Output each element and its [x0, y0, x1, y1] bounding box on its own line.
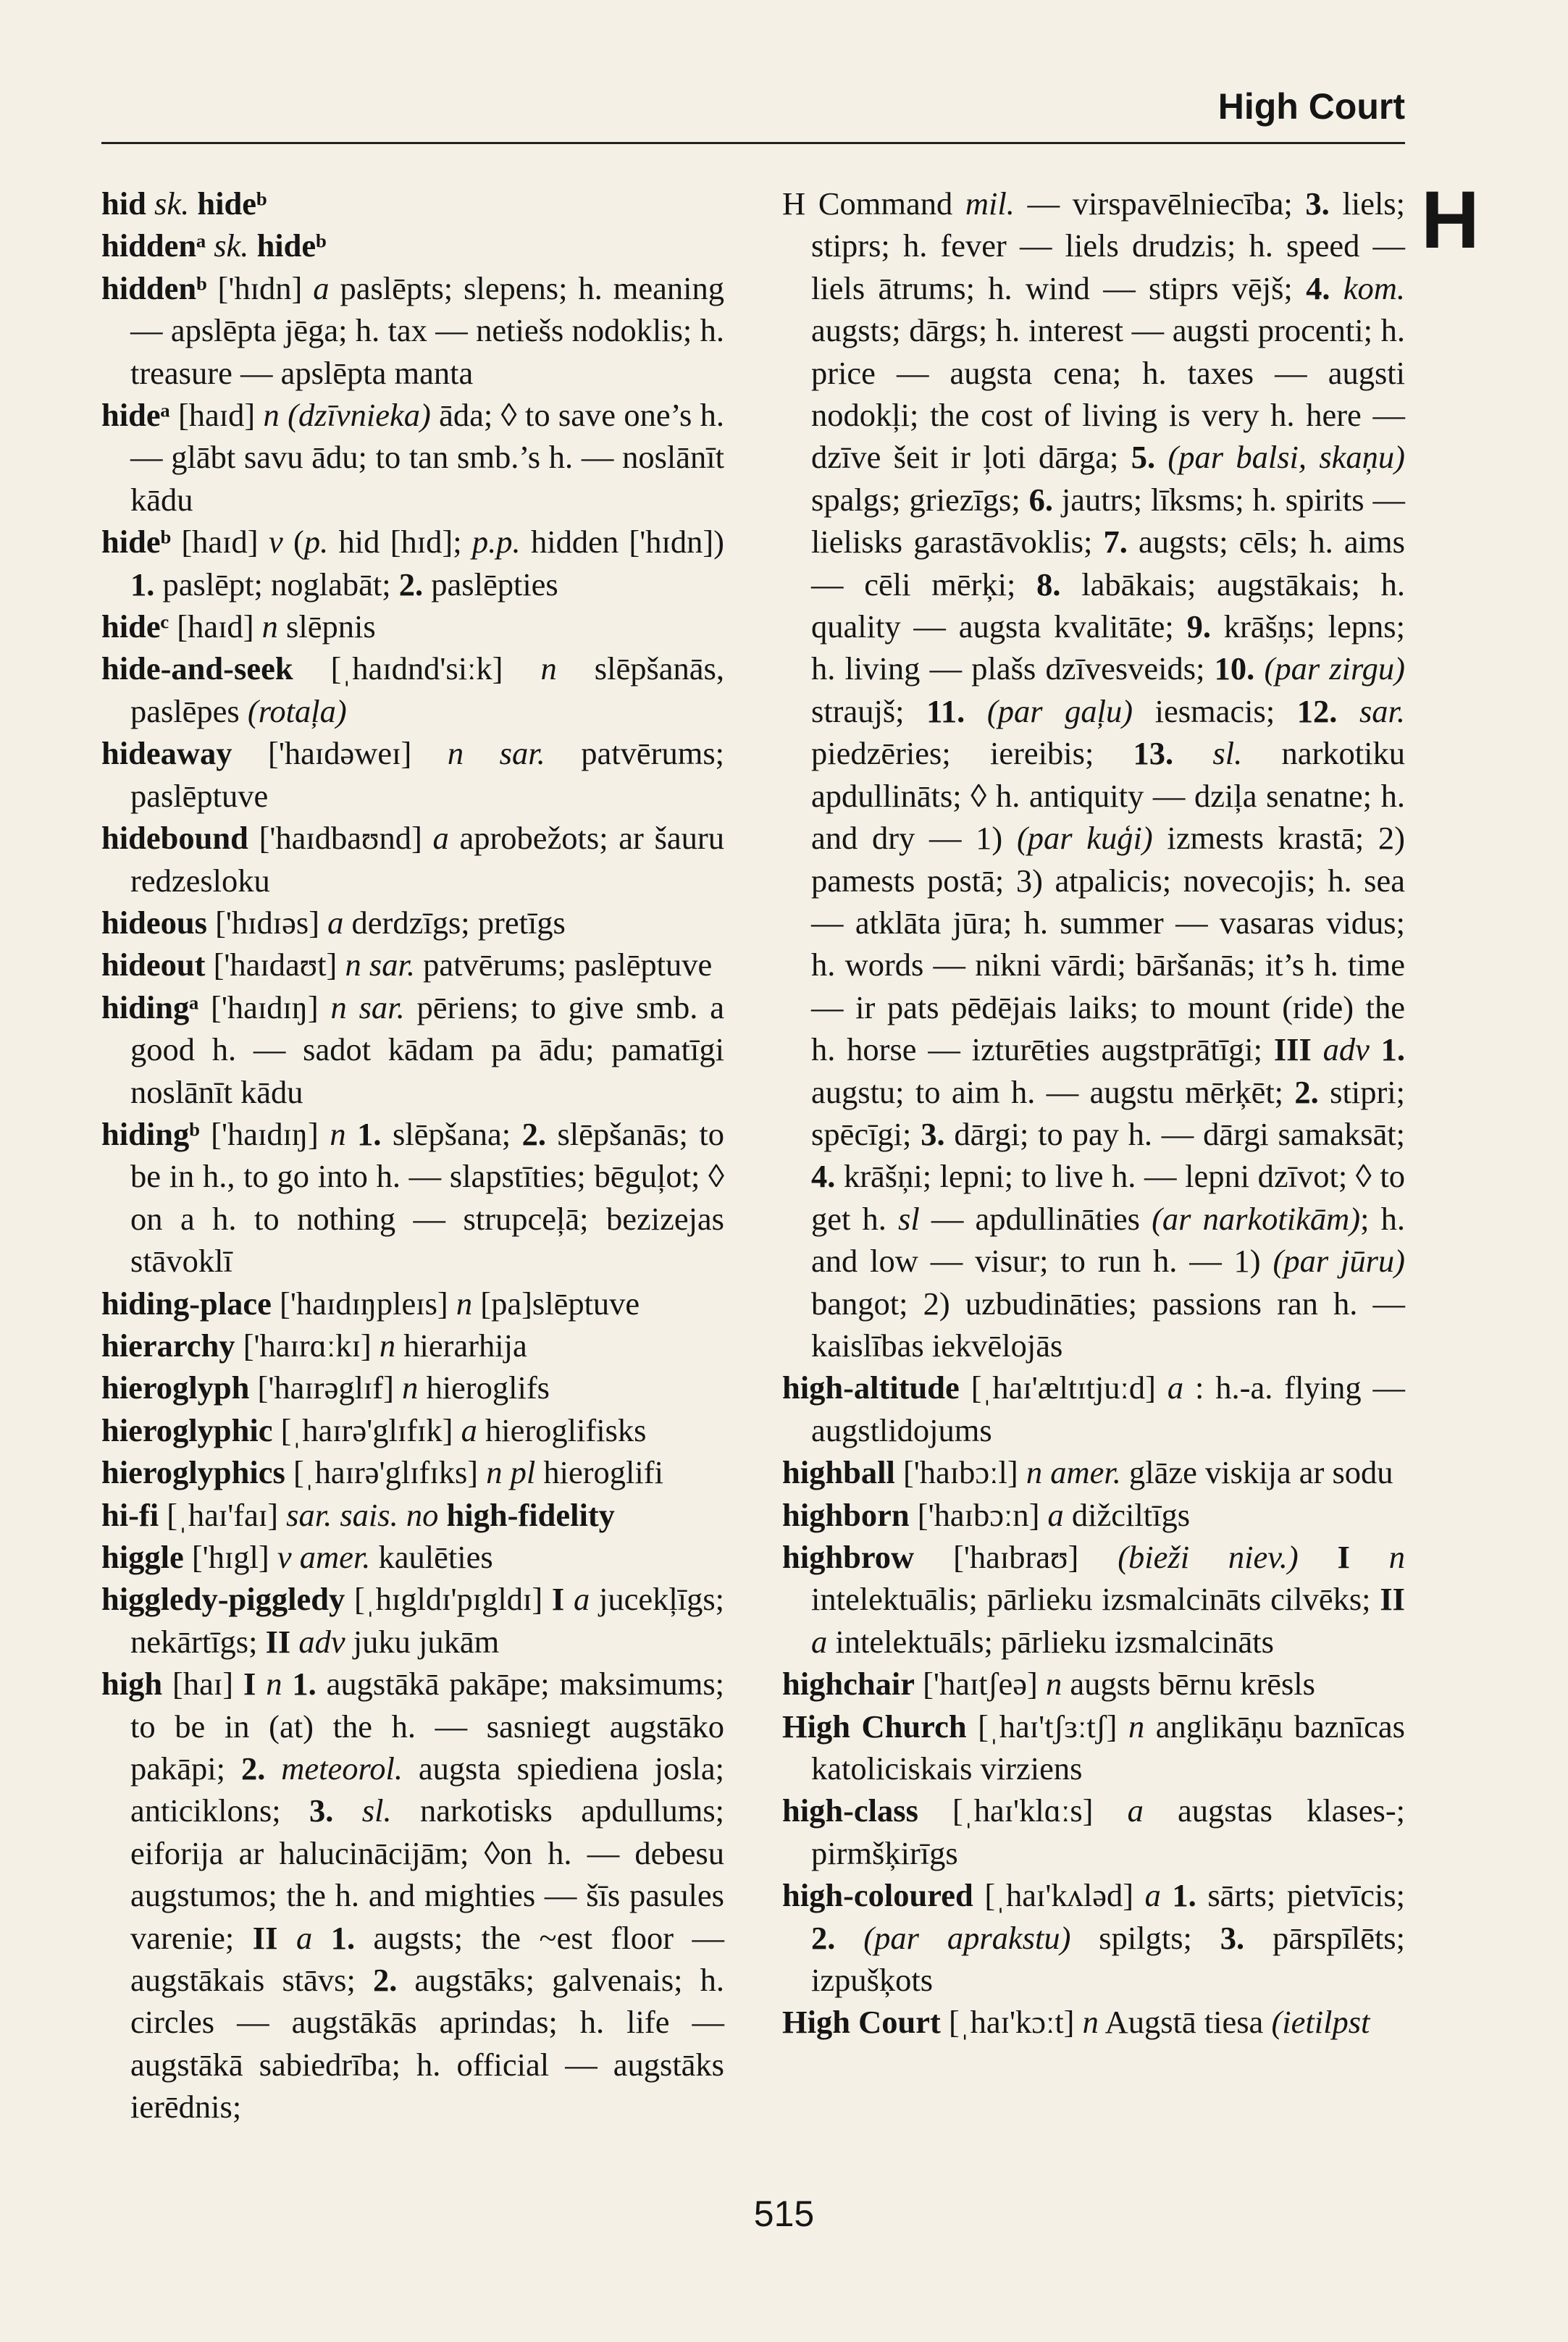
- entry-bold-text: 1.: [292, 1666, 316, 1703]
- entry-label: sar.: [1359, 692, 1406, 729]
- entry-headword: hideaway: [101, 735, 232, 772]
- entry-label: n: [379, 1327, 396, 1364]
- entry-text: [ˌhaɪ'tʃɜːtʃ]: [966, 1708, 1128, 1745]
- entry-label: adv: [1322, 1031, 1370, 1068]
- entry-headword: hieroglyphics: [101, 1454, 285, 1491]
- entry-text: narkotisks apdullums; eiforija ar halucinācijām; ◊on h. — debesu augstumos; the h. and mighties — šīs pasules varenie;: [130, 1792, 725, 1956]
- entry-label: n sar.: [330, 989, 405, 1025]
- entry-text: patvērums; paslēptuve: [414, 947, 713, 983]
- entry-headword: hideᵇ: [101, 524, 172, 561]
- dictionary-entry: [101, 902, 724, 944]
- entry-headword: highbrow: [782, 1539, 915, 1575]
- entry-label: p.p.: [471, 524, 521, 561]
- entry-text: [1312, 1031, 1323, 1067]
- dictionary-entry: [101, 732, 724, 817]
- entry-text: hieroglifi: [535, 1454, 663, 1491]
- entry-bold-text: 10.: [1214, 650, 1255, 687]
- entry-label: (rotaļa): [247, 692, 347, 729]
- entry-label: n: [1082, 2004, 1099, 2041]
- entry-label: n: [261, 608, 278, 645]
- entry-text: krāšņs; lepns; h. living — plašs dzīvesveids;: [811, 608, 1405, 687]
- entry-text: [ˌhɪgldɪ'pɪgldɪ]: [345, 1581, 552, 1618]
- entry-label: a: [432, 820, 449, 857]
- entry-text: augstākā pakāpe; maksimums; to be in (at) the h. — sasniegt augstāko pakāpi;: [130, 1666, 725, 1787]
- entry-label: meteorol.: [281, 1750, 403, 1787]
- entry-label: n (dzīvnieka): [263, 397, 431, 434]
- entry-text: dārgi; to pay h. — dārgi samaksāt;: [944, 1115, 1406, 1152]
- entry-bold-text: I: [1337, 1539, 1350, 1575]
- dictionary-entry: [782, 1494, 1405, 1536]
- dictionary-entry: [101, 1409, 724, 1451]
- entry-text: [1350, 1539, 1389, 1575]
- entry-text: ['haɪdɪŋpleɪs]: [271, 1285, 456, 1322]
- entry-text: Augstā tiesa: [1098, 2004, 1272, 2041]
- entry-text: pārspīlēts; izpušķots: [811, 1919, 1405, 1999]
- entry-bold-text: 6.: [1028, 481, 1054, 518]
- entry-bold-text: 3.: [921, 1115, 945, 1152]
- entry-headword: hiddenᵇ: [101, 269, 207, 306]
- entry-label: a: [313, 269, 330, 306]
- dictionary-entry: [101, 1325, 724, 1367]
- entry-text: ['haɪdɪŋ]: [198, 989, 331, 1025]
- entry-bold-text: II: [265, 1623, 291, 1660]
- running-head: High Court: [1217, 86, 1405, 127]
- entry-label: a: [1127, 1792, 1144, 1829]
- entry-text: hieroglifisks: [477, 1411, 647, 1448]
- entry-text: ['haɪdaʊt]: [205, 947, 345, 983]
- dictionary-entry: [101, 267, 724, 394]
- entry-text: ['haɪbɔːn]: [909, 1496, 1048, 1533]
- entry-text: hid [hɪd];: [328, 524, 472, 561]
- entry-bold-text: high-fidelity: [446, 1496, 615, 1533]
- entry-text: izmests krastā; 2) pamests postā; 3) atpalicis; novecojis; h. sea — atklāta jūra; h. summer — vasaras vidus; h. words — nikni vārdi; bāršanās; it’s h. time — ir pats pēdējais laiks; to mount (ride) the h. horse — izturēties augstprātīgi;: [811, 820, 1406, 1068]
- entry-bold-text: 5.: [1131, 439, 1156, 476]
- entry-text: kaulēties: [370, 1539, 493, 1575]
- entry-text: ['haɪbraʊ]: [914, 1539, 1118, 1575]
- entry-label: n: [1128, 1708, 1145, 1745]
- dictionary-entry: [782, 182, 1405, 1367]
- entry-label: n: [330, 1115, 346, 1152]
- dictionary-entry: [101, 394, 724, 521]
- entry-text: bangot; 2) uzbudināties; passions ran h. — kaislības iekvēlojās: [811, 1285, 1405, 1364]
- entry-text: [haɪd]: [169, 397, 264, 434]
- entry-headword: hide-and-seek: [101, 650, 293, 687]
- entry-label: a: [327, 904, 344, 941]
- entry-text: H Command: [782, 185, 965, 222]
- entry-text: [ˌhaɪ'kʌləd]: [973, 1877, 1145, 1914]
- header-rule: [101, 142, 1405, 144]
- dictionary-entry: [101, 182, 724, 224]
- entry-label: n pl: [486, 1454, 536, 1491]
- entry-headword: High Court: [782, 2004, 941, 2041]
- entry-bold-text: I: [243, 1666, 256, 1703]
- dictionary-entry: [101, 1494, 724, 1536]
- entry-text: piedzēries; iereibis;: [811, 735, 1133, 772]
- section-letter-tab: H: [1421, 175, 1480, 265]
- dictionary-entry: [101, 1367, 724, 1409]
- entry-label: sl.: [361, 1792, 392, 1829]
- entry-text: dižciltīgs: [1063, 1496, 1191, 1533]
- entry-text: [haɪd]: [171, 524, 269, 561]
- entry-label: n: [266, 1666, 282, 1703]
- entry-text: slēpšana;: [381, 1115, 522, 1152]
- entry-text: [1155, 439, 1167, 475]
- entry-label: v: [268, 524, 283, 561]
- entry-bold-text: 1.: [357, 1115, 382, 1152]
- dictionary-entry: [782, 1705, 1405, 1790]
- entry-text: juku jukām: [345, 1623, 500, 1660]
- entry-text: ['hɪgl]: [183, 1539, 277, 1575]
- entry-text: hierarhija: [395, 1327, 527, 1364]
- dictionary-entry: [101, 605, 724, 647]
- entry-text: straujš;: [811, 692, 927, 729]
- entry-text: [438, 1497, 446, 1533]
- entry-text: [346, 1116, 358, 1152]
- entry-text: intelektuālis; pārlieku izsmalcināts cilvēks;: [811, 1581, 1380, 1618]
- entry-text: (: [282, 524, 304, 561]
- entry-text: ; h. and low — visur; to run h. — 1): [811, 1200, 1406, 1280]
- entry-bold-text: 13.: [1133, 735, 1174, 772]
- entry-text: [pa]slēptuve: [472, 1285, 640, 1322]
- entry-headword: high-coloured: [782, 1877, 973, 1914]
- entry-headword: hid: [101, 185, 146, 222]
- entry-label: n: [1045, 1666, 1062, 1703]
- entry-text: sārts; pietvīcis;: [1196, 1877, 1405, 1914]
- entry-text: : h.-a. flying — augstlidojums: [811, 1369, 1406, 1448]
- entry-headword: hiding-place: [101, 1285, 272, 1322]
- entry-bold-text: hideᵇ: [256, 227, 327, 264]
- entry-label: n: [540, 650, 557, 687]
- entry-bold-text: 1.: [1380, 1031, 1405, 1068]
- entry-label: sk.: [154, 185, 190, 222]
- entry-text: pēriens; to give smb. a good h. — sadot kādam pa ādu; pamatīgi noslānīt kādu: [130, 989, 725, 1110]
- entry-text: [haɪd]: [169, 608, 262, 645]
- entry-text: augsta spiediena josla; anticiklons;: [130, 1750, 724, 1829]
- dictionary-entry: [101, 1578, 724, 1663]
- entry-label: (par balsi, skaņu): [1167, 439, 1405, 476]
- entry-text: [146, 185, 154, 222]
- entry-bold-text: 7.: [1103, 524, 1128, 561]
- dictionary-entry: [101, 1283, 724, 1325]
- entry-bold-text: 2.: [398, 566, 424, 603]
- entry-text: labākais; augstākais; h. quality — augsta kvalitāte;: [811, 566, 1405, 645]
- entry-bold-text: 4.: [1306, 269, 1330, 306]
- entry-text: [1254, 650, 1264, 687]
- entry-text: [1161, 1877, 1173, 1913]
- dictionary-entry: [101, 224, 724, 266]
- entry-text: augsts; dārgs; h. interest — augsti procenti; h. price — augsta cena; h. taxes — augsti nodokļi; the cost of living is very h. here — dzīve šeit ir ļoti dārga;: [811, 312, 1405, 476]
- entry-label: n: [402, 1369, 419, 1406]
- entry-text: [ˌhaɪ'faɪ]: [159, 1496, 287, 1533]
- entry-text: [248, 227, 256, 264]
- entry-bold-text: 2.: [240, 1750, 266, 1787]
- entry-headword: hieroglyphic: [101, 1411, 273, 1448]
- entry-text: augstas klases-; pirmšķirīgs: [811, 1792, 1405, 1871]
- entry-label: mil.: [965, 185, 1015, 222]
- entry-bold-text: 8.: [1036, 566, 1061, 603]
- entry-bold-text: 1.: [330, 1919, 356, 1956]
- entry-bold-text: 2.: [521, 1115, 546, 1152]
- dictionary-entry: [101, 1536, 724, 1578]
- entry-text: [265, 1750, 281, 1787]
- entry-text: augsts bērnu krēsls: [1062, 1666, 1315, 1703]
- entry-headword: hidebound: [101, 820, 248, 857]
- dictionary-entry: [101, 986, 724, 1113]
- entry-bold-text: 1.: [130, 566, 155, 603]
- entry-text: ['haɪtʃeə]: [914, 1666, 1046, 1703]
- dictionary-entry: [782, 1367, 1405, 1451]
- entry-text: aprobežots; ar šauru redzesloku: [130, 820, 724, 899]
- entry-bold-text: 11.: [926, 692, 965, 729]
- entry-label: v amer.: [277, 1539, 371, 1575]
- entry-text: [ˌhaɪ'kɔːt]: [940, 2004, 1083, 2041]
- entry-text: stipri; spēcīgi;: [811, 1073, 1406, 1152]
- entry-text: intelektuāls; pārlieku izsmalcināts: [827, 1623, 1274, 1660]
- entry-headword: hideᶜ: [101, 608, 169, 645]
- entry-headword: highball: [782, 1454, 895, 1491]
- dictionary-entry: [101, 647, 724, 732]
- entry-text: [ˌhaɪ'æltɪtjuːd]: [959, 1369, 1167, 1406]
- entry-text: ['haɪdəweɪ]: [232, 735, 448, 772]
- entry-text: spilgts;: [1070, 1919, 1220, 1956]
- dictionary-entry: [782, 2001, 1405, 2043]
- entry-text: krāšņi; lepni; to live h. — lepni dzīvot; ◊ to get h.: [811, 1158, 1405, 1237]
- entry-text: augsts; cēls; h. aims — cēli mērķi;: [811, 524, 1405, 603]
- entry-headword: hierarchy: [101, 1327, 235, 1364]
- left-column: [101, 182, 724, 2128]
- entry-text: slēpnis: [277, 608, 376, 645]
- entry-bold-text: II: [1380, 1581, 1405, 1618]
- entry-headword: hideous: [101, 904, 207, 941]
- entry-text: [haɪ]: [162, 1666, 243, 1703]
- entry-label: (par kuģi): [1016, 820, 1153, 857]
- entry-headword: high-class: [782, 1792, 918, 1829]
- entry-headword: hideout: [101, 947, 206, 983]
- entry-text: — apdullināties: [919, 1200, 1152, 1237]
- entry-text: ['haɪdɪŋ]: [199, 1115, 330, 1152]
- entry-headword: highchair: [782, 1666, 915, 1703]
- entry-text: hidden ['hɪdn]): [520, 524, 724, 561]
- entry-text: ['haɪrɑːkɪ]: [235, 1327, 380, 1364]
- entry-bold-text: 2.: [372, 1962, 398, 1999]
- entry-text: [1299, 1539, 1338, 1575]
- entry-text: ['haɪrəglɪf]: [249, 1369, 403, 1406]
- entry-text: [965, 693, 987, 729]
- entry-text: [333, 1792, 361, 1829]
- entry-label: (ietilpst: [1271, 2004, 1370, 2041]
- entry-text: [282, 1666, 292, 1702]
- entry-headword: high: [101, 1666, 163, 1703]
- right-column: [782, 182, 1405, 2044]
- entry-label: a: [295, 1919, 313, 1956]
- entry-label: sl.: [1212, 735, 1243, 772]
- entry-bold-text: II: [252, 1919, 278, 1956]
- entry-headword: highborn: [782, 1496, 910, 1533]
- entry-headword: hiddenᵃ: [101, 227, 206, 264]
- entry-label: (par aprakstu): [863, 1919, 1071, 1956]
- entry-headword: hieroglyph: [101, 1369, 250, 1406]
- entry-headword: higgledy-piggledy: [101, 1581, 345, 1618]
- entry-text: augstu; to aim h. — augstu mērķēt;: [811, 1073, 1295, 1110]
- entry-bold-text: 2.: [811, 1919, 836, 1956]
- entry-text: spalgs; griezīgs;: [811, 481, 1029, 518]
- entry-text: jautrs; līksms; h. spirits — lielisks garastāvoklis;: [811, 481, 1405, 561]
- entry-bold-text: 12.: [1296, 692, 1338, 729]
- entry-bold-text: 4.: [811, 1158, 836, 1195]
- entry-text: [ˌhaɪdnd'siːk]: [293, 650, 541, 687]
- entry-label: (par jūru): [1273, 1243, 1405, 1280]
- entry-label: a: [1144, 1877, 1161, 1914]
- entry-text: [835, 1920, 863, 1956]
- entry-text: hieroglifs: [418, 1369, 550, 1406]
- page-number: 515: [753, 2194, 815, 2234]
- entry-text: [290, 1624, 298, 1660]
- entry-label: n: [1388, 1539, 1406, 1575]
- entry-text: slēpšanās, paslēpes: [130, 650, 724, 729]
- entry-bold-text: 1.: [1172, 1877, 1196, 1914]
- dictionary-entry: [101, 1451, 724, 1493]
- entry-bold-text: 3.: [309, 1792, 334, 1829]
- entry-label: kom.: [1343, 269, 1405, 306]
- entry-label: sk.: [214, 227, 249, 264]
- entry-headword: hidingᵇ: [101, 1115, 200, 1152]
- entry-headword: hidingᵃ: [101, 989, 199, 1025]
- entry-text: jucekļīgs; nekārtīgs;: [130, 1581, 725, 1660]
- entry-text: derdzīgs; pretīgs: [343, 904, 566, 941]
- entry-label: sl: [898, 1200, 920, 1237]
- dictionary-entry: [101, 521, 724, 605]
- entry-label: n sar.: [447, 735, 545, 772]
- entry-label: p.: [303, 524, 329, 561]
- entry-text: [ˌhaɪ'klɑːs]: [918, 1792, 1128, 1829]
- entry-text: narkotiku apdullināts; ◊ h. antiquity — dziļa senatne; h. and dry — 1): [811, 735, 1405, 857]
- entry-text: patvērums; paslēptuve: [130, 735, 725, 814]
- dictionary-entry: [782, 1536, 1405, 1663]
- entry-headword: higgle: [101, 1539, 184, 1575]
- dictionary-entry: [782, 1789, 1405, 1874]
- entry-headword: High Church: [782, 1708, 967, 1745]
- entry-text: ['hɪdɪəs]: [206, 904, 328, 941]
- entry-label: (ar narkotikām): [1152, 1200, 1361, 1237]
- entry-label: a: [1167, 1369, 1184, 1406]
- entry-label: (par gaļu): [986, 692, 1133, 729]
- entry-headword: high-altitude: [782, 1369, 960, 1406]
- entry-text: ['haɪbɔːl]: [894, 1454, 1026, 1491]
- entry-text: augsts; the ~est floor — augstākais stāvs;: [130, 1919, 725, 1999]
- entry-text: iesmacis;: [1133, 692, 1297, 729]
- entry-headword: hideᵃ: [101, 397, 170, 434]
- entry-label: n: [456, 1285, 473, 1322]
- entry-text: liels; stiprs; h. fever — liels drudzis; h. speed — liels ātrums; h. wind — stiprs vējš;: [811, 185, 1405, 306]
- dictionary-entry: [782, 1451, 1405, 1493]
- entry-label: (bieži niev.): [1118, 1539, 1299, 1575]
- entry-label: a: [811, 1623, 828, 1660]
- entry-label: (par zirgu): [1264, 650, 1405, 687]
- entry-text: [312, 1920, 331, 1956]
- entry-text: [256, 1666, 266, 1702]
- entry-text: āda; ◊ to save one’s h. — glābt savu ādu; to tan smb.’s h. — noslānīt kādu: [130, 397, 724, 518]
- entry-text: paslēpties: [423, 566, 558, 603]
- entry-text: [1173, 735, 1212, 771]
- entry-text: paslēpts; slepens; h. meaning — apslēpta jēga; h. tax — netiešs nodoklis; h. treasure — apslēpta manta: [130, 269, 724, 391]
- entry-text: [564, 1581, 574, 1617]
- entry-text: ['haɪdbaʊnd]: [248, 820, 433, 857]
- entry-label: n amer.: [1026, 1454, 1121, 1491]
- entry-label: a: [1047, 1496, 1064, 1533]
- entry-text: [189, 185, 197, 222]
- entry-bold-text: 3.: [1305, 185, 1330, 222]
- entry-bold-text: 3.: [1220, 1919, 1245, 1956]
- entry-text: [206, 227, 214, 264]
- entry-text: [1370, 1031, 1381, 1067]
- entry-label: a: [574, 1581, 590, 1618]
- entry-text: glāze viskija ar sodu: [1120, 1454, 1393, 1491]
- entry-bold-text: I: [551, 1581, 565, 1618]
- entry-label: adv: [298, 1623, 345, 1660]
- entry-bold-text: 2.: [1294, 1073, 1319, 1110]
- dictionary-entry: [782, 1874, 1405, 2001]
- entry-text: [ˌhaɪrə'glɪfɪks]: [285, 1454, 487, 1491]
- entry-label: n sar.: [345, 947, 415, 983]
- dictionary-entry: [101, 944, 724, 986]
- entry-headword: hi-fi: [101, 1496, 159, 1533]
- entry-text: [1330, 270, 1343, 306]
- entry-bold-text: III: [1273, 1031, 1312, 1068]
- entry-label: a: [461, 1411, 477, 1448]
- entry-text: augstāks; galvenais; h. circles — augstākās aprindas; h. life — augstākā sabiedrība; h. official — augstāks ierēdnis;: [130, 1962, 725, 2125]
- entry-label: sar. sais. no: [286, 1496, 439, 1533]
- entry-text: ['hɪdn]: [206, 269, 314, 306]
- dictionary-entry: [101, 1113, 724, 1283]
- entry-text: slēpšanās; to be in h., to go into h. — slapstīties; bēguļot; ◊ on a h. to nothing — strupceļā; bezizejas stāvoklī: [130, 1115, 724, 1280]
- entry-bold-text: 9.: [1186, 608, 1211, 645]
- dictionary-entry: [101, 817, 724, 902]
- dictionary-entry: [101, 1663, 724, 2128]
- dictionary-entry: [782, 1663, 1405, 1705]
- entry-text: paslēpt; noglabāt;: [154, 566, 399, 603]
- entry-text: anglikāņu baznīcas katoliciskais virziens: [811, 1708, 1405, 1787]
- entry-text: [1337, 693, 1359, 729]
- entry-text: [ˌhaɪrə'glɪfɪk]: [272, 1411, 461, 1448]
- entry-text: [277, 1920, 296, 1956]
- entry-bold-text: hideᵇ: [197, 185, 267, 222]
- entry-text: — virspavēlniecība;: [1014, 185, 1306, 222]
